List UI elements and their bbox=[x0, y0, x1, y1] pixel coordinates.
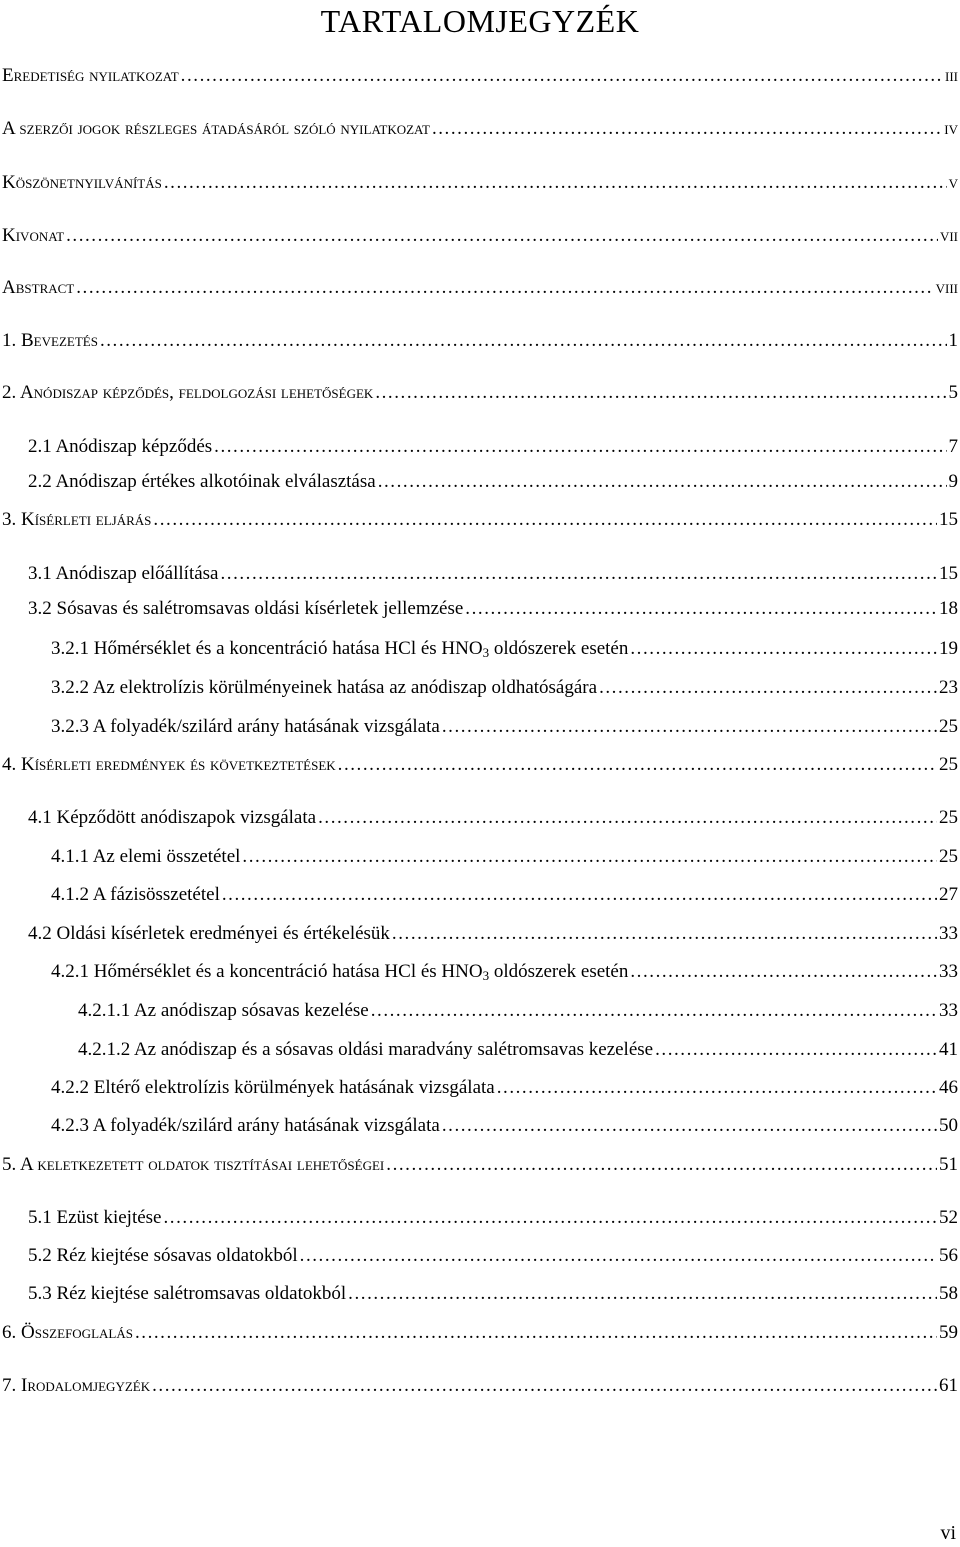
dot-leader bbox=[181, 64, 943, 88]
toc-entry-szerzoi-jogok[interactable] bbox=[2, 117, 958, 141]
toc-entry-koszonetnyilvanitas[interactable] bbox=[2, 171, 958, 195]
dot-leader bbox=[164, 1206, 938, 1230]
toc-entry-label: 6. Összefoglalás bbox=[2, 1322, 133, 1343]
dot-leader bbox=[220, 562, 937, 586]
dot-leader bbox=[152, 1374, 937, 1398]
toc-entry-label: Abstract bbox=[2, 277, 75, 298]
toc-entry-kiserleti-eljaras[interactable] bbox=[2, 508, 958, 532]
toc-entry-text: 4.2.1 Hőmérséklet és a koncentráció hatása HCl és HNO bbox=[51, 961, 483, 982]
toc-entry-label: Köszönetnyilvánítás bbox=[2, 172, 162, 193]
page-title: TARTALOMJEGYZÉK bbox=[320, 3, 640, 39]
toc-entry-label: 3. Kísérleti eljárás bbox=[2, 509, 152, 530]
toc-entry-page: 7 bbox=[948, 436, 958, 457]
toc-entry-page: 1 bbox=[948, 330, 958, 351]
dot-leader bbox=[135, 1321, 937, 1345]
toc-entry-page: 23 bbox=[939, 677, 958, 698]
toc-entry-page: viii bbox=[935, 277, 958, 298]
toc-entry-kiserleti-eredmenyek[interactable] bbox=[2, 753, 958, 777]
toc-entry-label: 4.2.1.2 Az anódiszap és a sósavas oldási maradvány salétromsavas kezelése bbox=[78, 1039, 654, 1060]
dot-leader bbox=[386, 1153, 937, 1177]
dot-leader bbox=[432, 117, 942, 141]
toc-entry-page: iv bbox=[944, 118, 958, 139]
toc-entry-bevezetes[interactable] bbox=[2, 329, 958, 353]
toc-entry-label: 2. Anódiszap képződés, feldolgozási lehetőségek bbox=[2, 382, 374, 403]
dot-leader bbox=[214, 435, 946, 459]
dot-leader bbox=[338, 753, 937, 777]
toc-entry-4-1[interactable] bbox=[28, 806, 958, 830]
dot-leader bbox=[100, 329, 947, 353]
toc-entry-page: 46 bbox=[939, 1077, 958, 1098]
toc-entry-label: 3.2.3 A folyadék/szilárd arány hatásának vizsgálata bbox=[51, 716, 440, 737]
toc-entry-page: v bbox=[948, 172, 958, 193]
dot-leader bbox=[465, 597, 937, 621]
toc-entry-5-2[interactable] bbox=[28, 1244, 958, 1268]
toc-entry-page: 25 bbox=[939, 807, 958, 828]
toc-entry-page: vii bbox=[939, 225, 958, 246]
dot-leader bbox=[630, 960, 937, 984]
toc-entry-page: 18 bbox=[939, 598, 958, 619]
toc-entry-2-1[interactable] bbox=[28, 435, 958, 459]
toc-entry-page: 25 bbox=[939, 716, 958, 737]
page-number: vi bbox=[940, 1522, 956, 1544]
toc-entry-page: 15 bbox=[939, 509, 958, 530]
toc-entry-page: 19 bbox=[939, 638, 958, 659]
toc-entry-label: 4.1.2 A fázisösszetétel bbox=[51, 884, 220, 905]
dot-leader bbox=[76, 276, 933, 300]
dot-leader bbox=[442, 1114, 937, 1138]
toc-entry-page: 5 bbox=[948, 382, 958, 403]
toc-entry-5-3[interactable] bbox=[28, 1282, 958, 1306]
toc-entry-3-2-1[interactable] bbox=[51, 637, 958, 661]
toc-entry-page: 51 bbox=[939, 1154, 958, 1175]
toc-entry-eredetiseg[interactable] bbox=[2, 64, 958, 88]
toc-entry-3-2-2[interactable] bbox=[51, 676, 958, 700]
toc-entry-label: 5.3 Réz kiejtése salétromsavas oldatokból bbox=[28, 1283, 347, 1304]
dot-leader bbox=[66, 224, 938, 248]
toc-entry-label: 4.2.2 Eltérő elektrolízis körülmények hatásának vizsgálata bbox=[51, 1077, 495, 1098]
dot-leader bbox=[655, 1038, 937, 1062]
toc-entry-page: 15 bbox=[939, 563, 958, 584]
toc-entry-irodalomjegyzek[interactable] bbox=[2, 1374, 958, 1398]
toc-entry-page: 61 bbox=[939, 1375, 958, 1396]
dot-leader bbox=[378, 470, 947, 494]
toc-entry-label bbox=[51, 637, 628, 661]
toc-entry-page: 9 bbox=[948, 471, 958, 492]
dot-leader bbox=[242, 845, 937, 869]
toc-entry-label: Eredetiség nyilatkozat bbox=[2, 65, 179, 86]
toc-entry-page: 52 bbox=[939, 1207, 958, 1228]
dot-leader bbox=[630, 637, 937, 661]
toc-entry-page: 50 bbox=[939, 1115, 958, 1136]
toc-entry-page: 58 bbox=[939, 1283, 958, 1304]
toc-entry-3-2-3[interactable] bbox=[51, 715, 958, 739]
dot-leader bbox=[164, 171, 947, 195]
toc-entry-osszefoglalas[interactable] bbox=[2, 1321, 958, 1345]
dot-leader bbox=[442, 715, 937, 739]
toc-entry-label: Kivonat bbox=[2, 225, 65, 246]
toc-entry-label: 2.2 Anódiszap értékes alkotóinak elválasztása bbox=[28, 471, 376, 492]
toc-entry-page: iii bbox=[945, 65, 958, 86]
toc-entry-kivonat[interactable] bbox=[2, 224, 958, 248]
toc-entry-page: 27 bbox=[939, 884, 958, 905]
toc-entry-4-2-1-1[interactable] bbox=[78, 999, 958, 1023]
subscript: 3 bbox=[482, 645, 490, 660]
toc-entry-label: 3.2 Sósavas és salétromsavas oldási kísérletek jellemzése bbox=[28, 598, 464, 619]
toc-entry-4-2-1-2[interactable] bbox=[78, 1038, 958, 1062]
toc-entry-page: 33 bbox=[939, 1000, 958, 1021]
toc-entry-label: 4.1 Képződött anódiszapok vizsgálata bbox=[28, 807, 317, 828]
toc-entry-label: 4.2 Oldási kísérletek eredményei és értékelésük bbox=[28, 923, 390, 944]
toc-entry-text-after: oldószerek esetén bbox=[489, 961, 629, 982]
dot-leader bbox=[371, 999, 937, 1023]
toc-entry-2-2[interactable] bbox=[28, 470, 958, 494]
toc-entry-3-1[interactable] bbox=[28, 562, 958, 586]
toc-entry-label: 3.1 Anódiszap előállítása bbox=[28, 563, 219, 584]
dot-leader bbox=[348, 1282, 937, 1306]
toc-entry-page: 59 bbox=[939, 1322, 958, 1343]
toc-entry-label: 3.2.2 Az elektrolízis körülményeinek hatása az anódiszap oldhatóságára bbox=[51, 677, 598, 698]
toc-entry-page: 25 bbox=[939, 846, 958, 867]
toc-entry-label bbox=[51, 960, 628, 984]
dot-leader bbox=[222, 883, 937, 907]
toc-entry-text-after: oldószerek esetén bbox=[489, 638, 629, 659]
dot-leader bbox=[392, 922, 937, 946]
toc-entry-page: 33 bbox=[939, 961, 958, 982]
toc-entry-label: 4.1.1 Az elemi összetétel bbox=[51, 846, 241, 867]
toc-entry-label: 4.2.3 A folyadék/szilárd arány hatásának vizsgálata bbox=[51, 1115, 440, 1136]
toc-entry-text: 3.2.1 Hőmérséklet és a koncentráció hatása HCl és HNO bbox=[51, 638, 483, 659]
toc-entry-label: 4. Kísérleti eredmények és következtetések bbox=[2, 754, 336, 775]
toc-entry-label: 1. Bevezetés bbox=[2, 330, 98, 351]
toc-entry-page: 56 bbox=[939, 1245, 958, 1266]
toc-entry-label: 4.2.1.1 Az anódiszap sósavas kezelése bbox=[78, 1000, 369, 1021]
toc-entry-4-2-1[interactable] bbox=[51, 960, 958, 984]
toc-entry-page: 33 bbox=[939, 923, 958, 944]
toc-entry-4-1-1[interactable] bbox=[51, 845, 958, 869]
toc-entry-label: 5.2 Réz kiejtése sósavas oldatokból bbox=[28, 1245, 298, 1266]
dot-leader bbox=[318, 806, 937, 830]
dot-leader bbox=[497, 1076, 937, 1100]
toc-entry-label: 2.1 Anódiszap képződés bbox=[28, 436, 213, 457]
toc-entry-label: A szerzői jogok részleges átadásáról szóló nyilatkozat bbox=[2, 118, 430, 139]
toc-entry-3-2[interactable] bbox=[28, 597, 958, 621]
toc-entry-anodiszap-kepzodes[interactable] bbox=[2, 381, 958, 405]
toc-entry-4-2[interactable] bbox=[28, 922, 958, 946]
dot-leader bbox=[599, 676, 937, 700]
toc-entry-4-1-2[interactable] bbox=[51, 883, 958, 907]
toc-entry-5-1[interactable] bbox=[28, 1206, 958, 1230]
dot-leader bbox=[375, 381, 946, 405]
toc-entry-label: 5.1 Ezüst kiejtése bbox=[28, 1207, 162, 1228]
dot-leader bbox=[300, 1244, 937, 1268]
toc-entry-oldatok-tisztitasa[interactable] bbox=[2, 1153, 958, 1177]
dot-leader bbox=[153, 508, 937, 532]
subscript: 3 bbox=[482, 968, 490, 983]
toc-entry-4-2-2[interactable] bbox=[51, 1076, 958, 1100]
toc-entry-abstract[interactable] bbox=[2, 276, 958, 300]
toc-entry-page: 25 bbox=[939, 754, 958, 775]
toc-entry-label: 5. A keletkezetett oldatok tisztításai lehetőségei bbox=[2, 1154, 385, 1175]
toc-entry-page: 41 bbox=[939, 1039, 958, 1060]
toc-entry-label: 7. Irodalomjegyzék bbox=[2, 1375, 151, 1396]
toc-entry-4-2-3[interactable] bbox=[51, 1114, 958, 1138]
